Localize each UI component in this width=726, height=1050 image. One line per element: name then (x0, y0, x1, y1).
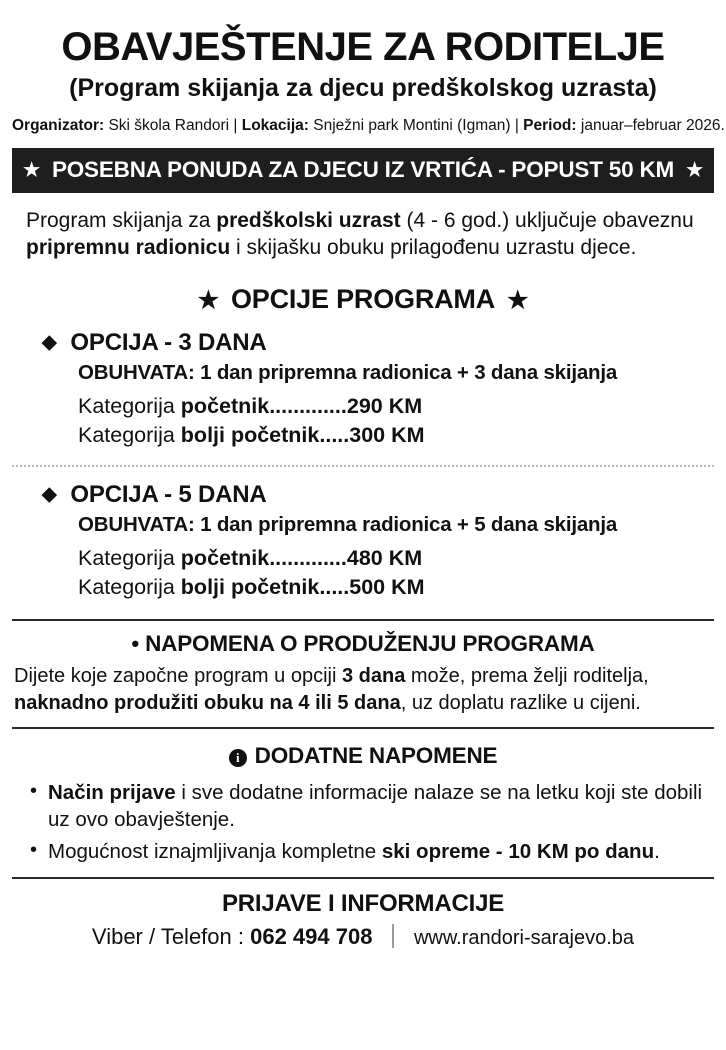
intro-text-3: i skijašku obuku prilagođenu uzrastu djece. (230, 236, 637, 260)
meta-separator-1: | (233, 116, 242, 134)
price-category-prefix: Kategorija (78, 423, 181, 448)
price-leader: ..... (319, 575, 350, 600)
napomena-text-2: može, prema želji roditelja, (405, 665, 649, 688)
note-text-2: . (654, 839, 660, 863)
promo-banner (12, 148, 714, 193)
list-item (30, 779, 706, 833)
vertical-separator (392, 924, 394, 948)
intro-paragraph (12, 207, 714, 263)
price-value: 500 KM (349, 575, 425, 600)
footer-heading: PRIJAVE I INFORMACIJE (221, 889, 505, 917)
options-heading-text: OPCIJE PROGRAMA (230, 284, 496, 315)
napomena-bold-2: naknadno produžiti obuku na 4 ili 5 dana (14, 691, 401, 714)
meta-separator-2: | (514, 116, 524, 134)
phone-number[interactable]: 062 494 708 (250, 923, 373, 949)
price-category-name: bolji početnik (180, 575, 320, 600)
price-row (12, 546, 714, 571)
napomena-heading-text: NAPOMENA O PRODUŽENJU PROGRAMA (145, 631, 595, 657)
period-label: Period: (523, 116, 577, 134)
dodatne-napomene-heading (12, 743, 714, 769)
option-title-text: OPCIJA - 3 DANA (70, 329, 267, 357)
organizer-value: Ski škola Randori (104, 116, 234, 134)
location-value: Snježni park Montini (Igman) (308, 116, 515, 134)
star-icon-options-right: ★ (507, 287, 529, 315)
note-bold-1: ski opreme - 10 KM po danu (381, 839, 655, 863)
price-row (12, 394, 714, 419)
note-text-1: i sve dodatne informacije nalaze se na letku koji ste dobili uz ovo obavještenje. (48, 780, 703, 831)
list-item (30, 838, 706, 865)
diamond-icon: ◆ (42, 332, 57, 354)
napomena-body (12, 663, 714, 716)
footer-contact (12, 924, 714, 950)
price-leader: ..... (319, 423, 350, 448)
dodatne-napomene-list (12, 779, 714, 865)
price-row (12, 575, 714, 600)
price-row (12, 423, 714, 448)
price-value: 300 KM (349, 423, 425, 448)
info-icon: i (229, 749, 247, 767)
meta-info-line (12, 116, 725, 135)
option-title (12, 481, 714, 509)
option-block-3-dana (12, 329, 714, 448)
note-text-1: Mogućnost iznajmljivanja kompletne (48, 839, 382, 863)
intro-text-1: Program skijanja za (26, 208, 217, 232)
contact-label: Viber / Telefon : (91, 923, 251, 949)
promo-banner-text: POSEBNA PONUDA ZA DJECU IZ VRTIĆA - POPUST 50 KM (51, 156, 675, 182)
price-leader: ............. (269, 546, 347, 571)
price-category-prefix: Kategorija (78, 575, 181, 600)
star-icon-right: ★ (686, 159, 703, 181)
location-label: Lokacija: (241, 116, 309, 134)
dodatne-heading-text: DODATNE NAPOMENE (254, 742, 498, 768)
intro-bold-2: pripremnu radionicu (26, 236, 231, 260)
diamond-icon: ◆ (42, 484, 57, 506)
footer-rule (12, 877, 714, 879)
price-value: 480 KM (346, 546, 423, 571)
price-category-name: bolji početnik (180, 423, 320, 448)
napomena-bold-1: 3 dana (341, 665, 406, 688)
bullet-icon: • (131, 631, 140, 657)
option-block-5-dana (12, 481, 714, 600)
napomena-text-3: , uz doplatu razlike u cijeni. (400, 691, 641, 714)
price-category-name: početnik (180, 546, 270, 571)
flyer-page (0, 26, 726, 1050)
option-includes: OBUHVATA: 1 dan pripremna radionica + 3 dana skijanja (78, 361, 618, 385)
price-leader: ............. (269, 394, 347, 419)
period-value: januar–februar 2026. (576, 116, 725, 134)
intro-text-2: (4 - 6 god.) uključuje obaveznu (400, 208, 694, 232)
option-title-text: OPCIJA - 5 DANA (70, 481, 267, 509)
page-title: OBAVJEŠTENJE ZA RODITELJE (61, 25, 665, 69)
price-value: 290 KM (346, 394, 423, 419)
price-category-prefix: Kategorija (78, 394, 181, 419)
section-rule-top (12, 619, 714, 621)
napomena-text-1: Dijete koje započne program u opciji (14, 665, 342, 688)
star-icon-options-left: ★ (197, 287, 219, 315)
option-includes: OBUHVATA: 1 dan pripremna radionica + 5 dana skijanja (78, 513, 618, 537)
website-link[interactable]: www.randori-sarajevo.ba (413, 926, 635, 949)
organizer-label: Organizator: (12, 116, 105, 134)
price-category-name: početnik (180, 394, 270, 419)
intro-bold-1: predškolski uzrast (216, 208, 401, 232)
option-title (12, 329, 714, 357)
section-rule-bottom (12, 727, 714, 729)
price-category-prefix: Kategorija (78, 546, 181, 571)
note-bold-1: Način prijave (48, 780, 176, 804)
options-section-heading (12, 284, 714, 315)
page-subtitle: (Program skijanja za djecu predškolskog uzrasta) (69, 74, 657, 102)
napomena-heading (12, 631, 714, 657)
dotted-divider (12, 465, 714, 467)
star-icon-left: ★ (23, 159, 40, 181)
